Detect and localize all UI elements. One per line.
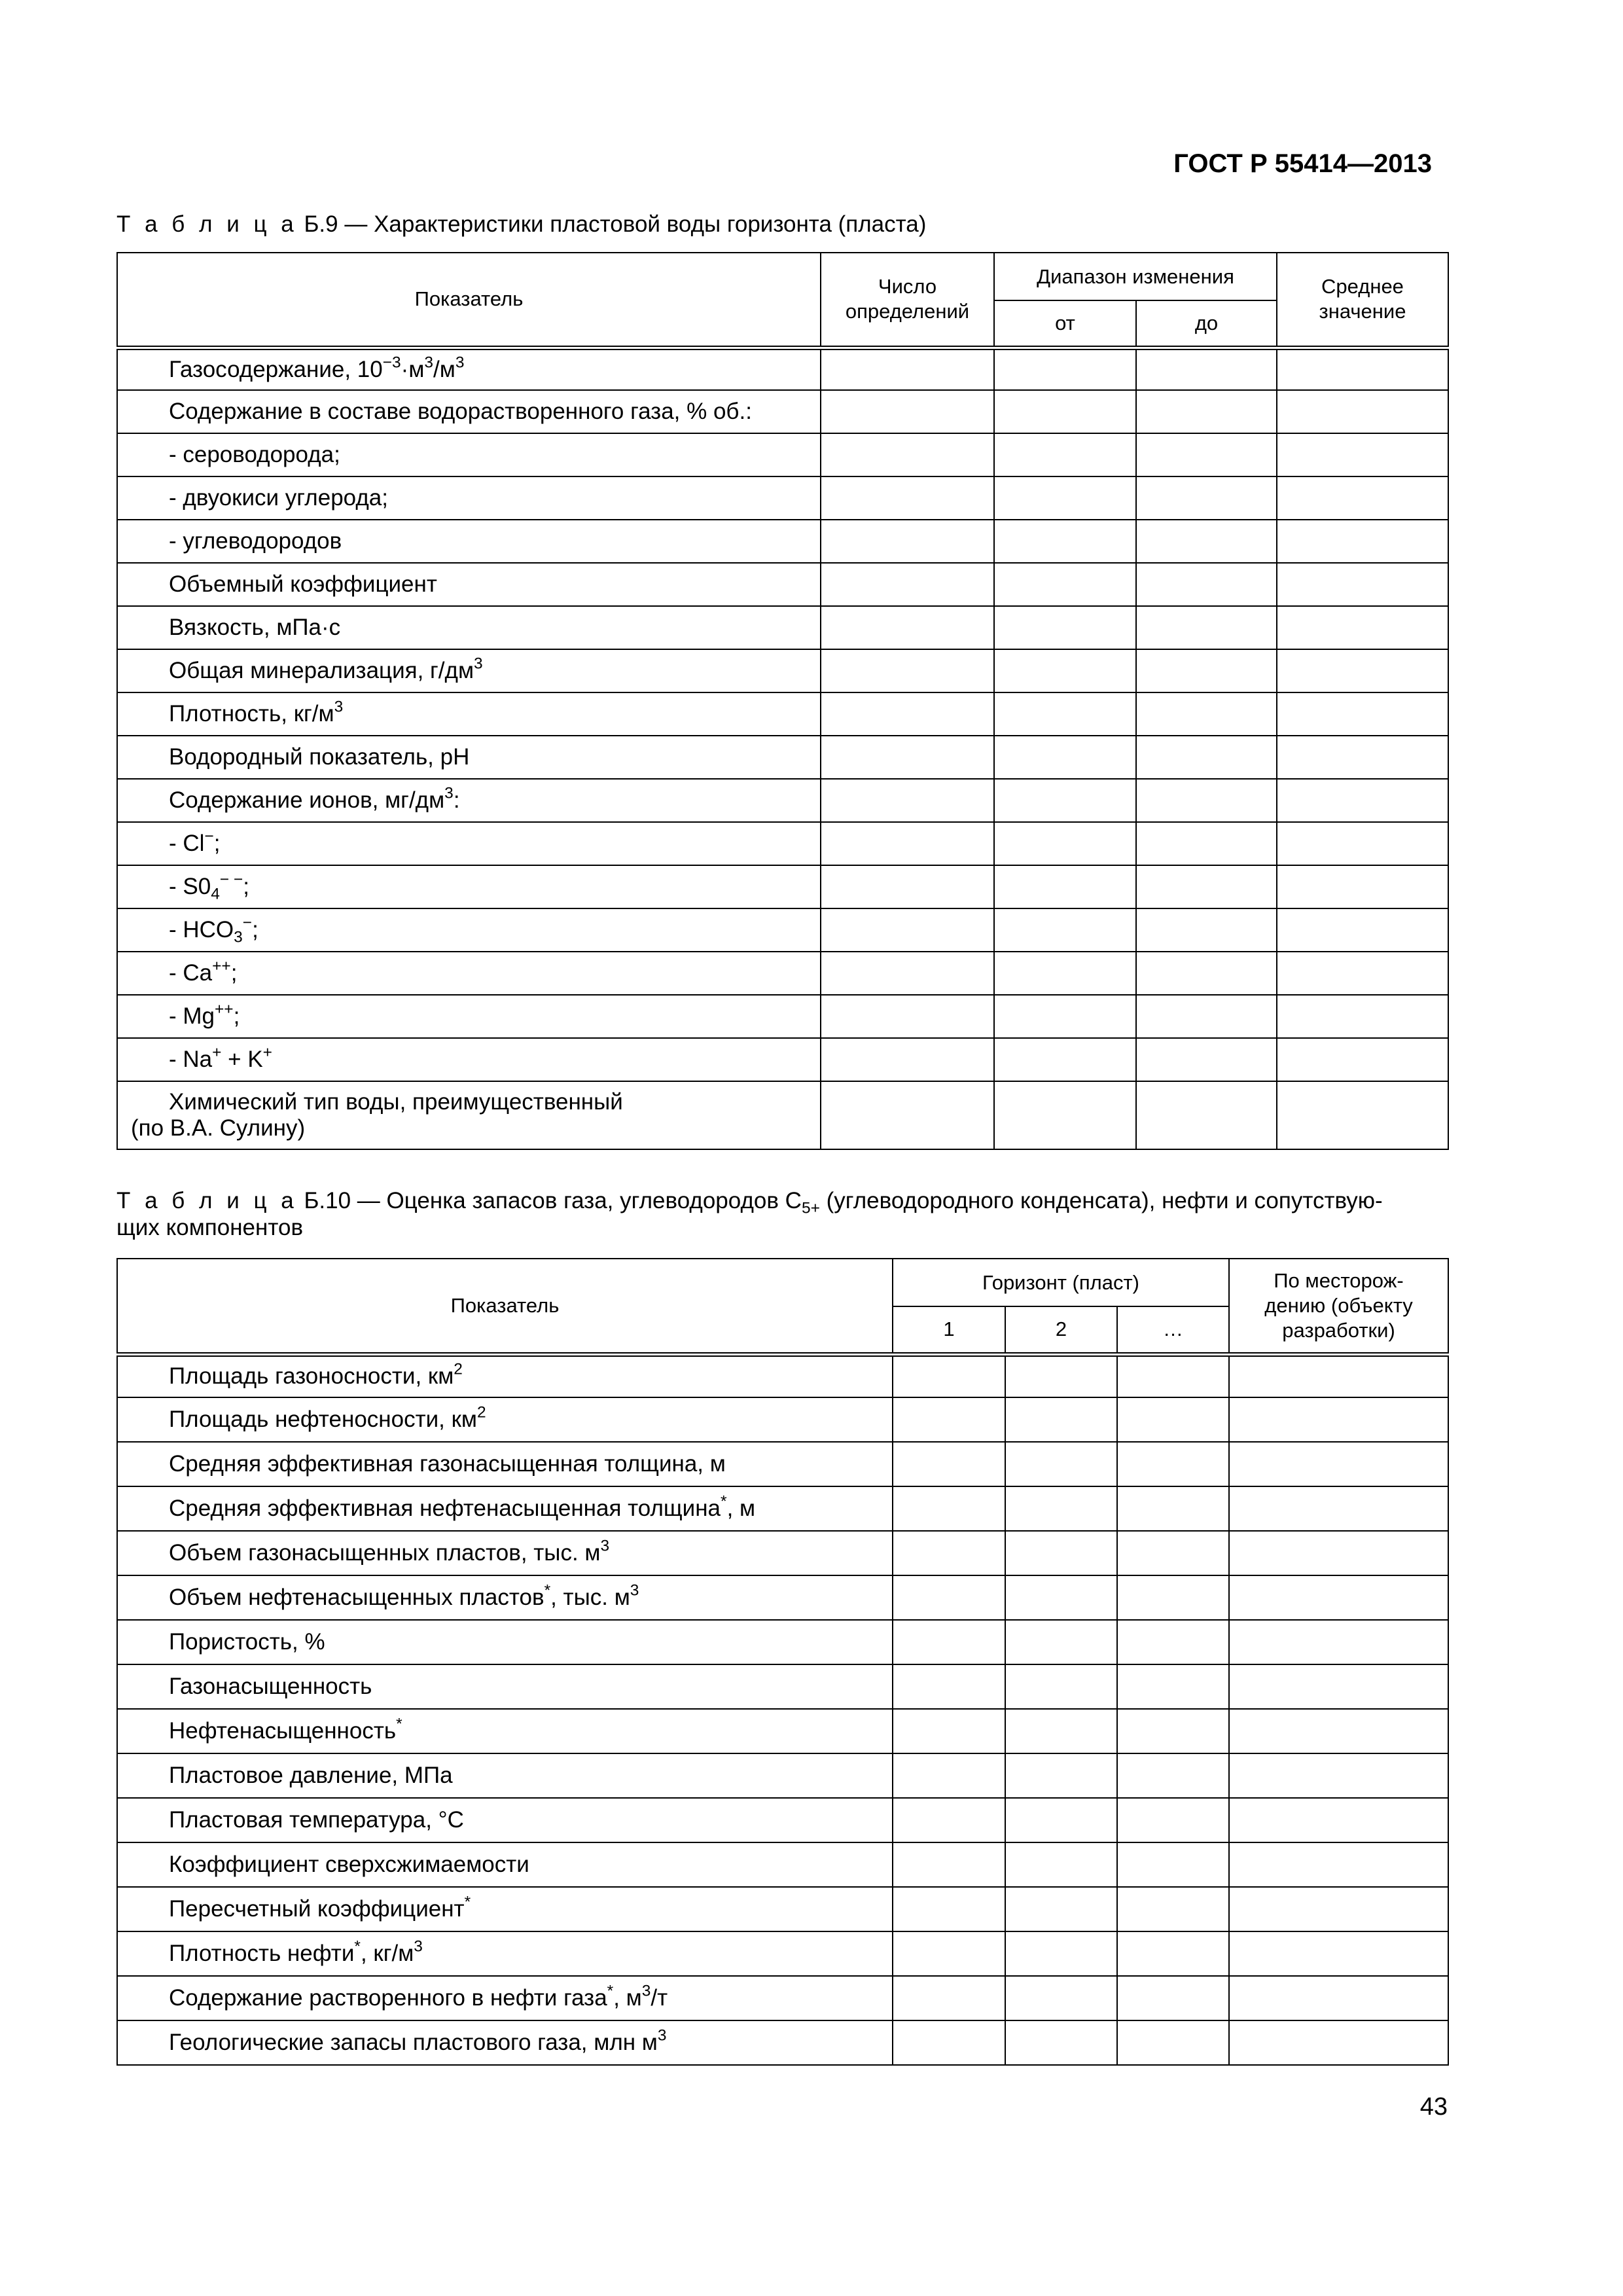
table-row: Газонасыщенность bbox=[117, 1664, 893, 1709]
table-row: Пористость, % bbox=[117, 1620, 893, 1664]
table-row: Плотность нефти*, $кг/м^3$ bbox=[117, 1931, 893, 1976]
table-row: Пластовое давление, МПа bbox=[117, 1753, 893, 1798]
table-row: Площадь газоносности, $км^2$ bbox=[117, 1354, 893, 1397]
table-b10-header-indicator: Показатель bbox=[117, 1259, 893, 1354]
table-b10 bbox=[116, 1258, 1449, 2066]
document-code: ГОСТ Р 55414—2013 bbox=[1173, 149, 1432, 178]
table-b10-header-h3: … bbox=[1117, 1306, 1229, 1354]
table-row: Коэффициент сверхсжимаемости bbox=[117, 1842, 893, 1887]
table-row: Нефтенасыщенность* bbox=[117, 1709, 893, 1753]
table-row: Газосодержание, $10^{-3}\cdot м^3/м^3$ bbox=[117, 348, 821, 390]
table-row: Содержание в составе водорастворенного газа, % об.: bbox=[117, 390, 821, 433]
table-row: Вязкость, мПа·с bbox=[117, 606, 821, 649]
table-row: Общая минерализация, $г/дм^3$ bbox=[117, 649, 821, 692]
table-b9 bbox=[116, 252, 1449, 1150]
table-row: - Na+ + K+ bbox=[117, 1038, 821, 1081]
table-row: - углеводородов bbox=[117, 520, 821, 563]
table-b9-header-count: Число определений bbox=[821, 253, 994, 348]
table-row: Объем газонасыщенных пластов, тыс. $м^3$ bbox=[117, 1531, 893, 1575]
table-b10-header-field: По месторож- дению (объекту разработки) bbox=[1229, 1259, 1448, 1354]
table-b9-header-indicator: Показатель bbox=[117, 253, 821, 348]
table-row: - Mg++; bbox=[117, 995, 821, 1038]
table-row: Геологические запасы пластового газа, млн $м^3$ bbox=[117, 2020, 893, 2065]
table-row: Объемный коэффициент bbox=[117, 563, 821, 606]
table-row: Пересчетный коэффициент* bbox=[117, 1887, 893, 1931]
table-row: - $HCO_3^-$; bbox=[117, 908, 821, 952]
table-b9-header-range: Диапазон изменения bbox=[994, 253, 1277, 300]
table-row: Средняя эффективная нефтенасыщенная толщина*, м bbox=[117, 1486, 893, 1531]
table-row: - Cl−; bbox=[117, 822, 821, 865]
table-row: Водородный показатель, pH bbox=[117, 736, 821, 779]
table-row: - сероводорода; bbox=[117, 433, 821, 476]
table-b9-header-from: от bbox=[994, 300, 1136, 348]
table-row: Площадь нефтеносности, $км^2$ bbox=[117, 1397, 893, 1442]
table-row: Содержание растворенного в нефти газа*, $м^3/т$ bbox=[117, 1976, 893, 2020]
table-row: - двуокиси углерода; bbox=[117, 476, 821, 520]
table-b10-caption: Т а б л и ц а Б.10 — Оценка запасов газа, углеводородов $С_{5+}$ (углеводородного конденсата), нефти и сопутствую- щих компонентов bbox=[116, 1188, 1383, 1240]
table-row: Пластовая температура, °С bbox=[117, 1798, 893, 1842]
table-row: Химический тип воды, преимущественный (по В.А. Сулину) bbox=[117, 1081, 821, 1149]
table-b9-caption: Т а б л и ц а Б.9 — Характеристики пластовой воды горизонта (пласта) bbox=[116, 211, 927, 237]
table-row: - $S0_4^{- -}$; bbox=[117, 865, 821, 908]
table-b9-header-average: Среднее значение bbox=[1277, 253, 1448, 348]
page-number: 43 bbox=[1419, 2093, 1448, 2121]
table-row: Объем нефтенасыщенных пластов*, тыс. $м^3$ bbox=[117, 1575, 893, 1620]
table-b10-header-h1: 1 bbox=[893, 1306, 1005, 1354]
table-b9-header-to: до bbox=[1136, 300, 1277, 348]
table-b10-header-h2: 2 bbox=[1005, 1306, 1117, 1354]
table-row: Содержание ионов, $мг/дм^3$: bbox=[117, 779, 821, 822]
table-row: - Ca++; bbox=[117, 952, 821, 995]
table-row: Плотность, $кг/м^3$ bbox=[117, 692, 821, 736]
table-row: Средняя эффективная газонасыщенная толщина, м bbox=[117, 1442, 893, 1486]
table-b10-header-horizon: Горизонт (пласт) bbox=[893, 1259, 1229, 1306]
